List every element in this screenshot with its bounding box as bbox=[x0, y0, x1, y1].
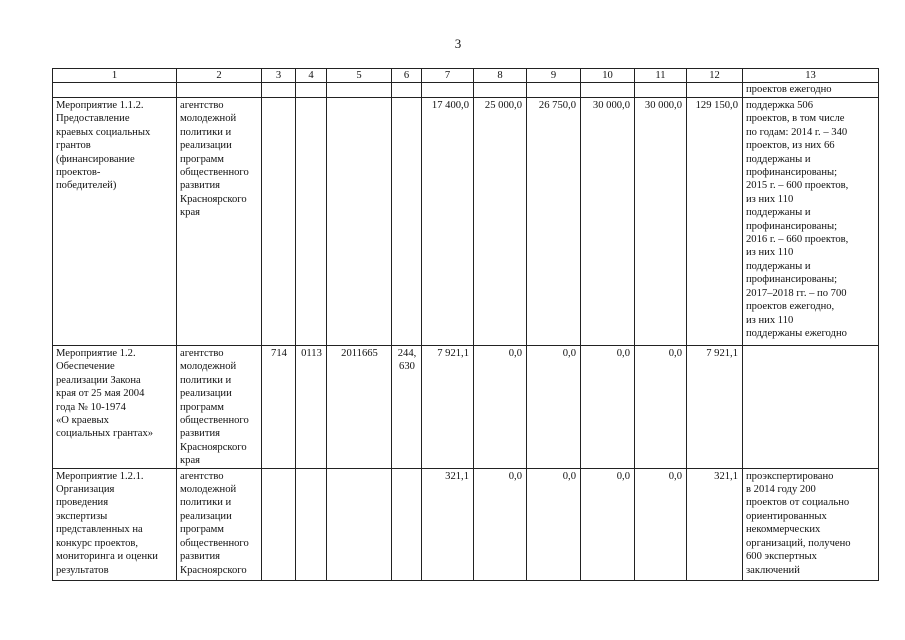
activity-name: Мероприятие 1.1.2. Предоставление краевых социальных грантов (финансирование проектов- победителей) bbox=[53, 98, 177, 346]
column-number: 6 bbox=[392, 69, 422, 83]
total-cell: 129 150,0 bbox=[687, 98, 743, 346]
section-code: 0113 bbox=[296, 346, 327, 469]
amount-cell: 30 000,0 bbox=[581, 98, 635, 346]
grbs-code bbox=[262, 468, 296, 580]
amount-cell: 0,0 bbox=[474, 468, 527, 580]
amount-cell: 17 400,0 bbox=[422, 98, 474, 346]
table-row bbox=[53, 98, 879, 346]
continuation-row bbox=[53, 83, 879, 98]
column-number: 9 bbox=[527, 69, 581, 83]
column-number: 4 bbox=[296, 69, 327, 83]
amount-cell: 321,1 bbox=[422, 468, 474, 580]
amount-cell: 0,0 bbox=[581, 346, 635, 469]
target-code bbox=[327, 98, 392, 346]
amount-cell: 25 000,0 bbox=[474, 98, 527, 346]
expense-type-code: 244, 630 bbox=[392, 346, 422, 469]
expense-type-code bbox=[392, 98, 422, 346]
expected-result bbox=[743, 346, 879, 469]
section-code bbox=[296, 468, 327, 580]
expense-type-code bbox=[392, 468, 422, 580]
column-number: 8 bbox=[474, 69, 527, 83]
amount-cell: 0,0 bbox=[635, 346, 687, 469]
amount-cell: 0,0 bbox=[474, 346, 527, 469]
program-activities-table bbox=[52, 68, 879, 581]
total-cell: 7 921,1 bbox=[687, 346, 743, 469]
executor: агентство молодежной политики и реализации программ общественного развития Красноярского края bbox=[177, 98, 262, 346]
expected-result: проэкспертировано в 2014 году 200 проектов от социально ориентированных некоммерческих организаций, получено 600 экспертных заключений bbox=[743, 468, 879, 580]
table-row bbox=[53, 468, 879, 580]
column-number: 3 bbox=[262, 69, 296, 83]
target-code: 2011665 bbox=[327, 346, 392, 469]
page-number: 3 bbox=[454, 36, 462, 51]
continuation-note: проектов ежегодно bbox=[743, 83, 879, 98]
activity-name: Мероприятие 1.2. Обеспечение реализации Закона края от 25 мая 2004 года № 10-1974 «О краевых социальных грантах» bbox=[53, 346, 177, 469]
activity-name: Мероприятие 1.2.1. Организация проведения экспертизы представленных на конкурс проектов, мониторинга и оценки результатов bbox=[53, 468, 177, 580]
column-number: 7 bbox=[422, 69, 474, 83]
column-number: 1 bbox=[53, 69, 177, 83]
executor: агентство молодежной политики и реализации программ общественного развития Красноярского края bbox=[177, 346, 262, 469]
grbs-code bbox=[262, 98, 296, 346]
executor: агентство молодежной политики и реализации программ общественного развития Красноярского bbox=[177, 468, 262, 580]
column-number-row bbox=[53, 69, 879, 83]
expected-result: поддержка 506 проектов, в том числе по годам: 2014 г. – 340 проектов, из них 66 поддержаны и профинансированы; 2015 г. – 600 проектов, из них 110 поддержаны и профинансированы; 2016 г. – 660 проектов, из них 110 поддержаны и профинансированы; 2017–2018 гг. – по 700 проектов ежегодно, из них 110 поддержаны ежегодно bbox=[743, 98, 879, 346]
amount-cell: 30 000,0 bbox=[635, 98, 687, 346]
column-number: 13 bbox=[743, 69, 879, 83]
column-number: 12 bbox=[687, 69, 743, 83]
column-number: 11 bbox=[635, 69, 687, 83]
target-code bbox=[327, 468, 392, 580]
amount-cell: 0,0 bbox=[581, 468, 635, 580]
section-code bbox=[296, 98, 327, 346]
amount-cell: 0,0 bbox=[527, 346, 581, 469]
amount-cell: 0,0 bbox=[527, 468, 581, 580]
table-row bbox=[53, 346, 879, 469]
column-number: 2 bbox=[177, 69, 262, 83]
amount-cell: 26 750,0 bbox=[527, 98, 581, 346]
amount-cell: 0,0 bbox=[635, 468, 687, 580]
total-cell: 321,1 bbox=[687, 468, 743, 580]
grbs-code: 714 bbox=[262, 346, 296, 469]
column-number: 10 bbox=[581, 69, 635, 83]
column-number: 5 bbox=[327, 69, 392, 83]
amount-cell: 7 921,1 bbox=[422, 346, 474, 469]
